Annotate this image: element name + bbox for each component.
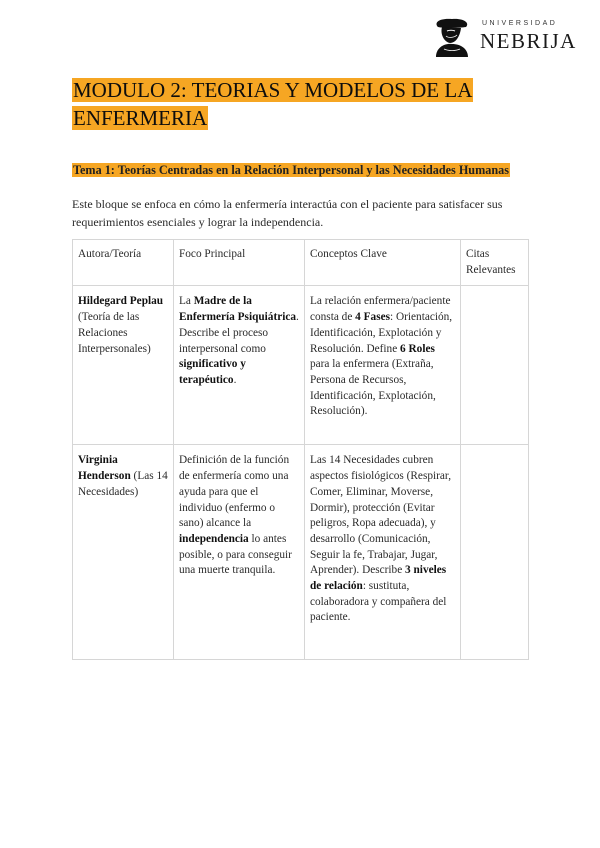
- cell-text: La relación enfermera/paciente consta de: [310, 295, 451, 324]
- header-concepts: Conceptos Clave: [305, 240, 461, 286]
- nebrija-logo: [430, 16, 580, 58]
- focus-cell: [174, 445, 305, 660]
- cell-text: : Orientación, Identificación, Explotación y Resolución. Define: [310, 311, 453, 355]
- module-title: [72, 76, 532, 132]
- logo-university-text: UNIVERSIDAD: [482, 20, 558, 27]
- bold-text: Madre de la Enfermería Psiquiátrica: [179, 295, 297, 324]
- topic-heading: [72, 162, 510, 178]
- citas-cell: [461, 286, 529, 445]
- author-name: Virginia Henderson: [78, 454, 131, 483]
- author-theory: (Las 14 Necesidades): [78, 470, 168, 498]
- table-header-row: [73, 240, 529, 286]
- author-cell: [73, 286, 174, 445]
- citas-cell: [461, 445, 529, 660]
- intro-paragraph: Este bloque se enfoca en cómo la enfermería interactúa con el paciente para satisfacer sus requerimientos esenciales y lograr la independencia.: [72, 197, 503, 229]
- author-cell: [73, 445, 174, 660]
- module-title-text: MODULO 2: TEORIAS Y MODELOS DE LA ENFERMERIA: [73, 78, 473, 130]
- concepts-cell: [305, 286, 461, 445]
- cell-text: .: [233, 373, 237, 386]
- concepts-cell: [305, 445, 461, 660]
- author-name: Hildegard Peplau: [78, 295, 164, 308]
- header-focus: Foco Principal: [174, 240, 305, 286]
- cell-text: : sustituta, colaboradora y compañera del paciente.: [310, 580, 447, 624]
- table-row: [73, 286, 529, 445]
- cell-text: lo antes posible, o para conseguir una muerte tranquila.: [179, 532, 292, 577]
- focus-cell: [174, 286, 305, 445]
- bold-text: 3 niveles de relación: [310, 564, 447, 593]
- bold-text: 4 Fases: [355, 311, 391, 324]
- table-row: [73, 445, 529, 660]
- header-author: Autora/Teoría: [73, 240, 174, 286]
- cell-text: . Describe el proceso interpersonal como: [179, 311, 299, 355]
- author-theory: (Teoría de las Relaciones Interpersonales): [78, 311, 151, 355]
- bold-text: significativo y terapéutico: [179, 358, 246, 386]
- cell-text: Las 14 Necesidades cubren aspectos fisiológicos (Respirar, Comer, Eliminar, Moverse, Dormir), protección (Evitar peligros, Ropa adecuada), y desarrollo (Comunicación, Seguir la fe, Trabajar, Jugar, Aprender). Describe: [310, 454, 452, 577]
- header-citas: Citas Relevantes: [461, 240, 529, 286]
- bold-text: 6 Roles: [400, 342, 435, 355]
- theories-table: [72, 239, 529, 660]
- nebrija-bust-icon: [430, 16, 474, 58]
- logo-name: NEBRIJA: [480, 29, 577, 53]
- cell-text: para la enfermera (Extraña, Persona de Recursos, Identificación, Explotación, Resolución).: [310, 358, 436, 418]
- topic-heading-text: Tema 1: Teorías Centradas en la Relación Interpersonal y las Necesidades Humanas: [73, 163, 509, 177]
- cell-text: La: [179, 295, 194, 308]
- bold-text: independencia: [179, 532, 249, 545]
- cell-text: Definición de la función de enfermería como una ayuda para que el individuo (enfermo o sano) alcance la: [179, 454, 290, 530]
